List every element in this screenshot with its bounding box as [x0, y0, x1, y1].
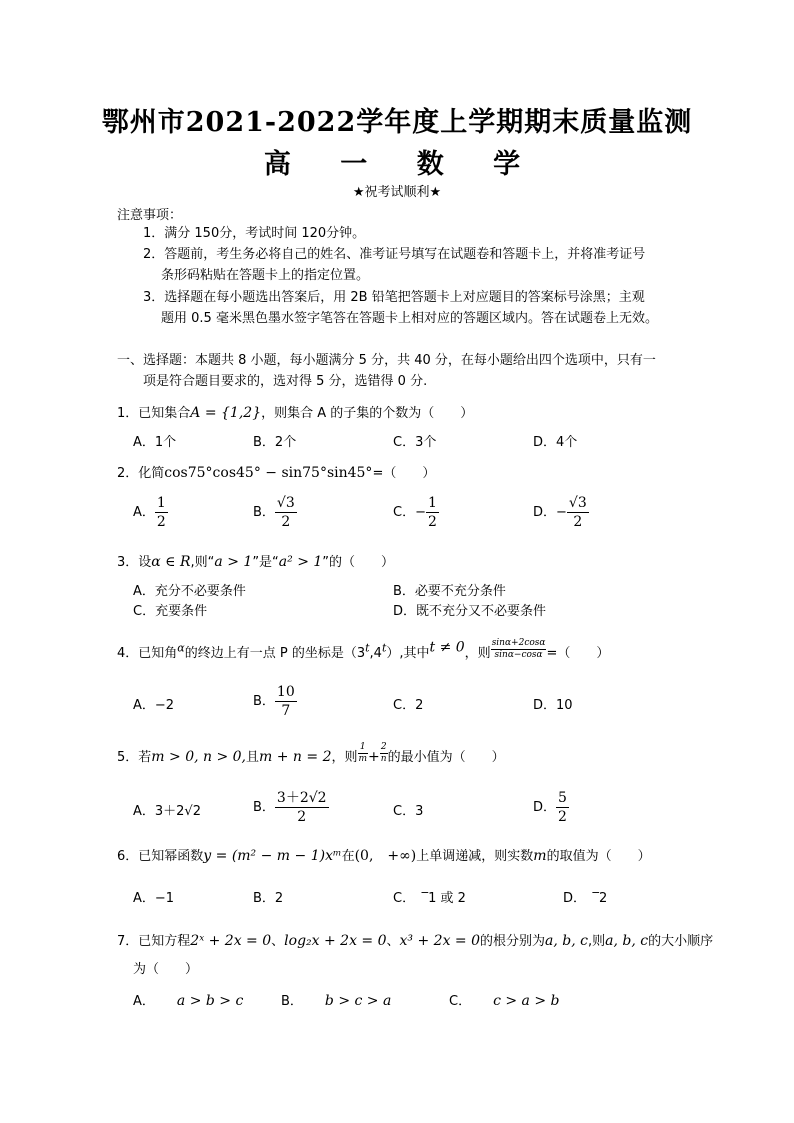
- q4-option-d: D．10: [533, 698, 573, 713]
- note-item-3-cont: 题用 0.5 毫米黑色墨水签字笔答在答题卡上相对应的答题区域内。答在试题卷上无效。: [161, 311, 658, 326]
- q3-option-b: B．必要不充分条件: [393, 584, 506, 599]
- note-item-2: 2．答题前，考生务必将自己的姓名、准考证号填写在试题卷和答题卡上，并将准考证号: [143, 247, 646, 262]
- q5-option-c: C．3: [393, 804, 424, 819]
- q7-option-a: A． a > b > c: [133, 993, 244, 1009]
- question-4: 4．已知角$^\alpha$的终边上有一点 P 的坐标是（3$^t$,4$^t$）,其中$^{t \ne 0}$，则 $\frac{\sin\alpha+2\cos\alpha}{\sin\alpha-\cos\alpha}$ =（ ）: [117, 638, 610, 661]
- q5-option-a: A．3＋2√2: [133, 804, 201, 819]
- q1-set-expr: A = {1,2}: [190, 405, 262, 421]
- blessing-line: ★祝考试顺利★: [352, 185, 442, 200]
- section1-instructions-cont: 项是符合题目要求的，选对得 5 分，选错得 0 分.: [143, 374, 428, 389]
- q2-expr: cos75°cos45° − sin75°sin45°: [164, 465, 373, 481]
- note-item-1: 1．满分 150分，考试时间 120分钟。: [143, 226, 366, 241]
- q6-option-a: A．−1: [133, 891, 175, 906]
- note-item-2-cont: 条形码粘贴在答题卡上的指定位置。: [161, 268, 370, 283]
- q3-option-d: D．既不充分又不必要条件: [393, 604, 547, 619]
- notes-heading: 注意事项：: [117, 208, 183, 223]
- q7-option-c: C． c > a > b: [449, 993, 560, 1009]
- q1-option-b: B．2个: [253, 435, 297, 450]
- q3-option-c: C．充要条件: [133, 604, 208, 619]
- q5-option-b: B． $\frac{3+2√2}{2}$: [253, 790, 327, 825]
- question-1: 1．已知集合A = {1,2}，则集合 A 的子集的个数为（ ）: [117, 405, 474, 421]
- q1-option-a: A．1个: [133, 435, 177, 450]
- question-7: 7．已知方程2ˣ + 2x = 0、log₂x + 2x = 0、x³ + 2x = 0的根分别为a, b, c,则a, b, c的大小顺序: [117, 933, 714, 949]
- q1-option-d: D．4个: [533, 435, 578, 450]
- q7-option-b: B． b > c > a: [281, 993, 392, 1009]
- q4-option-b: B． $\frac{10}{7}$: [253, 684, 295, 719]
- q1-option-c: C．3个: [393, 435, 437, 450]
- q4-fraction: $\frac{\sin\alpha+2\cos\alpha}{\sin\alpha-\cos\alpha}$: [491, 638, 546, 660]
- q2-option-c: C．− $\frac{1}{2}$: [393, 495, 437, 530]
- q5-option-d: D． $\frac{5}{2}$: [533, 790, 567, 825]
- q5-frac-1: $\frac{1}{m}$: [358, 742, 368, 764]
- q2-option-d: D．− $\frac{√3}{2}$: [533, 495, 587, 530]
- q2-option-b: B． $\frac{√3}{2}$: [253, 495, 295, 530]
- q5-frac-2: $\frac{2}{n}$: [380, 742, 387, 764]
- q6-option-b: B．2: [253, 891, 284, 906]
- section1-instructions: 一、选择题：本题共 8 小题，每小题满分 5 分，共 40 分，在每小题给出四个选项中，只有一: [117, 353, 656, 368]
- subject-title: 高 一 数 学: [263, 149, 531, 180]
- q3-option-a: A．充分不必要条件: [133, 584, 246, 599]
- q6-option-c: C． ‾1 或 2: [393, 891, 466, 906]
- question-5: 5．若m > 0, n > 0,且m + n = 2，则 $\frac{1}{m}$ + $\frac{2}{n}$ 的最小值为（ ）: [117, 742, 505, 765]
- question-6: 6．已知幂函数y = (m² − m − 1)xᵐ在(0, +∞)上单调递减，则实数m的取值为（ ）: [117, 848, 651, 864]
- question-3: 3．设α ∈ R,则“a > 1”是“a² > 1”的（ ）: [117, 554, 395, 570]
- q6-option-d: D． ‾2: [563, 891, 608, 906]
- question-2: 2．化简cos75°cos45° − sin75°sin45°=（ ）: [117, 465, 436, 481]
- q2-option-a: A． $\frac{1}{2}$: [133, 495, 166, 530]
- q4-option-c: C．2: [393, 698, 424, 713]
- q4-option-a: A．−2: [133, 698, 175, 713]
- note-item-3: 3．选择题在每小题选出答案后，用 2B 铅笔把答题卡上对应题目的答案标号涂黑；主观: [143, 290, 645, 305]
- exam-title: 鄂州市2021-2022学年度上学期期末质量监测: [101, 107, 693, 138]
- question-7-cont: 为（ ）: [133, 962, 199, 977]
